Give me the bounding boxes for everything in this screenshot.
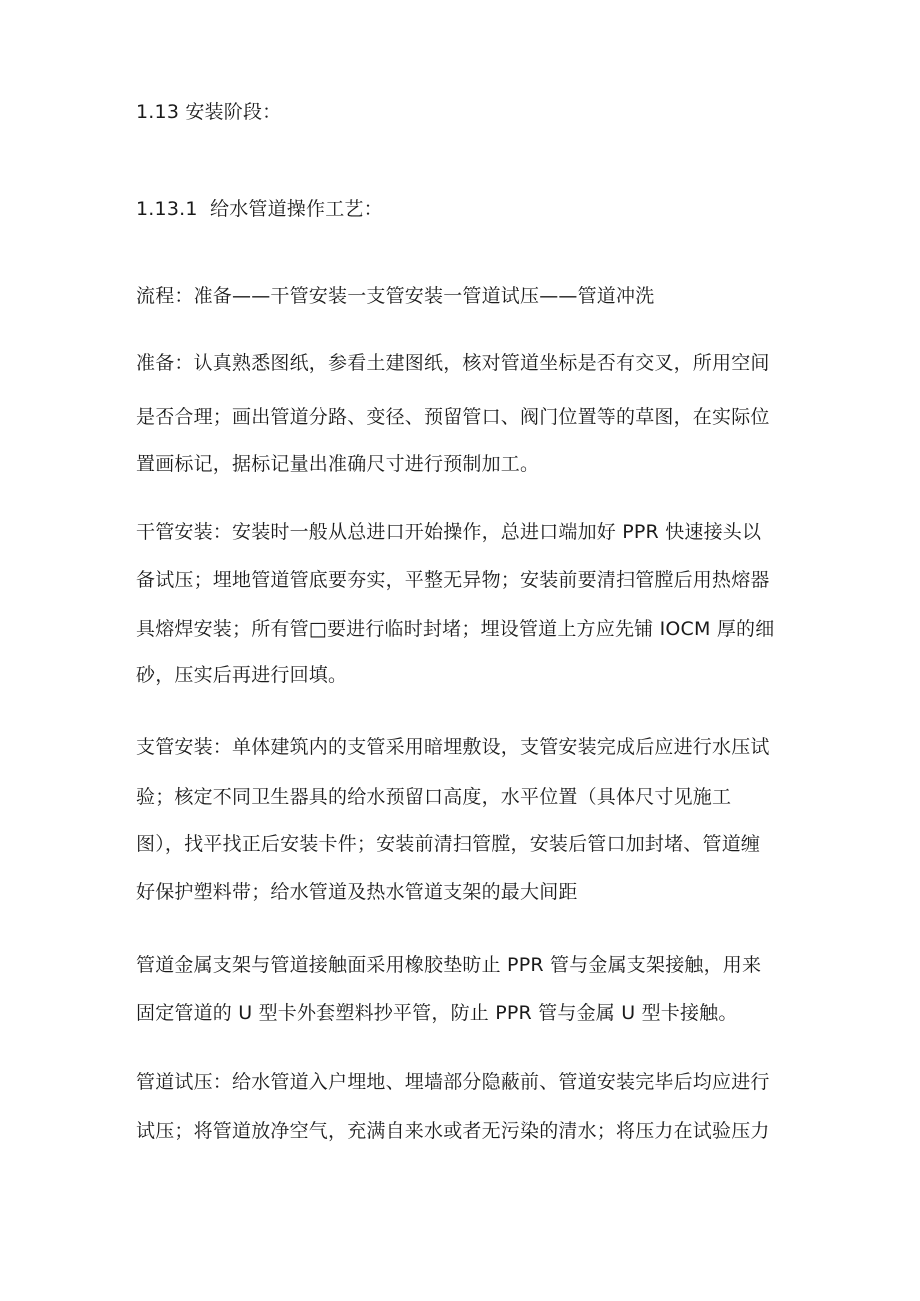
paragraph-line: 管道试压：给水管道入户埋地、埋墙部分隐蔽前、管道安装完毕后均应进行 — [136, 1071, 770, 1093]
paragraph-line: 试压；将管道放净空气，充满自来水或者无污染的清水；将压力在试验压力 — [136, 1120, 770, 1142]
subsection-number: 1.13.1 — [136, 198, 198, 220]
paragraph-line: 是否合理；画出管道分路、变径、预留管口、阀门位置等的草图，在实际位 — [136, 406, 770, 428]
paragraph-line: 图），找平找正后安装卡件；安装前清扫管膛，安装后管口加封堵、管道缠 — [136, 833, 761, 855]
section-heading: 1.13 安装阶段： — [136, 101, 282, 123]
paragraph-line: 好保护塑料带；给水管道及热水管道支架的最大间距 — [136, 881, 578, 903]
paragraph-line: 准备：认真熟悉图纸，参看土建图纸，核对管道坐标是否有交叉，所用空间 — [136, 352, 770, 374]
paragraph-line: 支管安装：单体建筑内的支管采用暗埋敷设，支管安装完成后应进行水压试 — [136, 736, 770, 758]
paragraph-line: 管道金属支架与管道接触面采用橡胶垫昉止 PPR 管与金属支架接触，用来 — [136, 954, 762, 976]
paragraph-line: 备试压；埋地管道管底要夯实，平整无异物；安装前要清扫管膛后用热熔器 — [136, 569, 770, 591]
paragraph-line: 置画标记，据标记量出准确尺寸进行预制加工。 — [136, 453, 540, 475]
paragraph-line: 固定管道的 U 型卡外套塑料抄平管，防止 PPR 管与金属 U 型卡接触。 — [136, 1002, 738, 1024]
process-flow-line: 流程：准备——干管安装一支管安装一管道试压——管道冲洗 — [136, 285, 655, 307]
paragraph-line: 干管安装：安装时一般从总进口开始操作，总进口端加好 PPR 快速接头以 — [136, 521, 762, 543]
paragraph-line: 验；核定不同卫生器具的给水预留口高度，水平位置（具体尺寸见施工 — [136, 786, 732, 808]
paragraph-line: 具熔焊安装；所有管□要进行临时封堵；埋设管道上方应先铺 IOCM 厚的细 — [136, 618, 775, 640]
subsection-heading — [136, 197, 383, 221]
paragraph-line: 砂，压实后再进行回填。 — [136, 664, 348, 686]
subsection-title: 给水管道操作工艺： — [210, 198, 383, 220]
